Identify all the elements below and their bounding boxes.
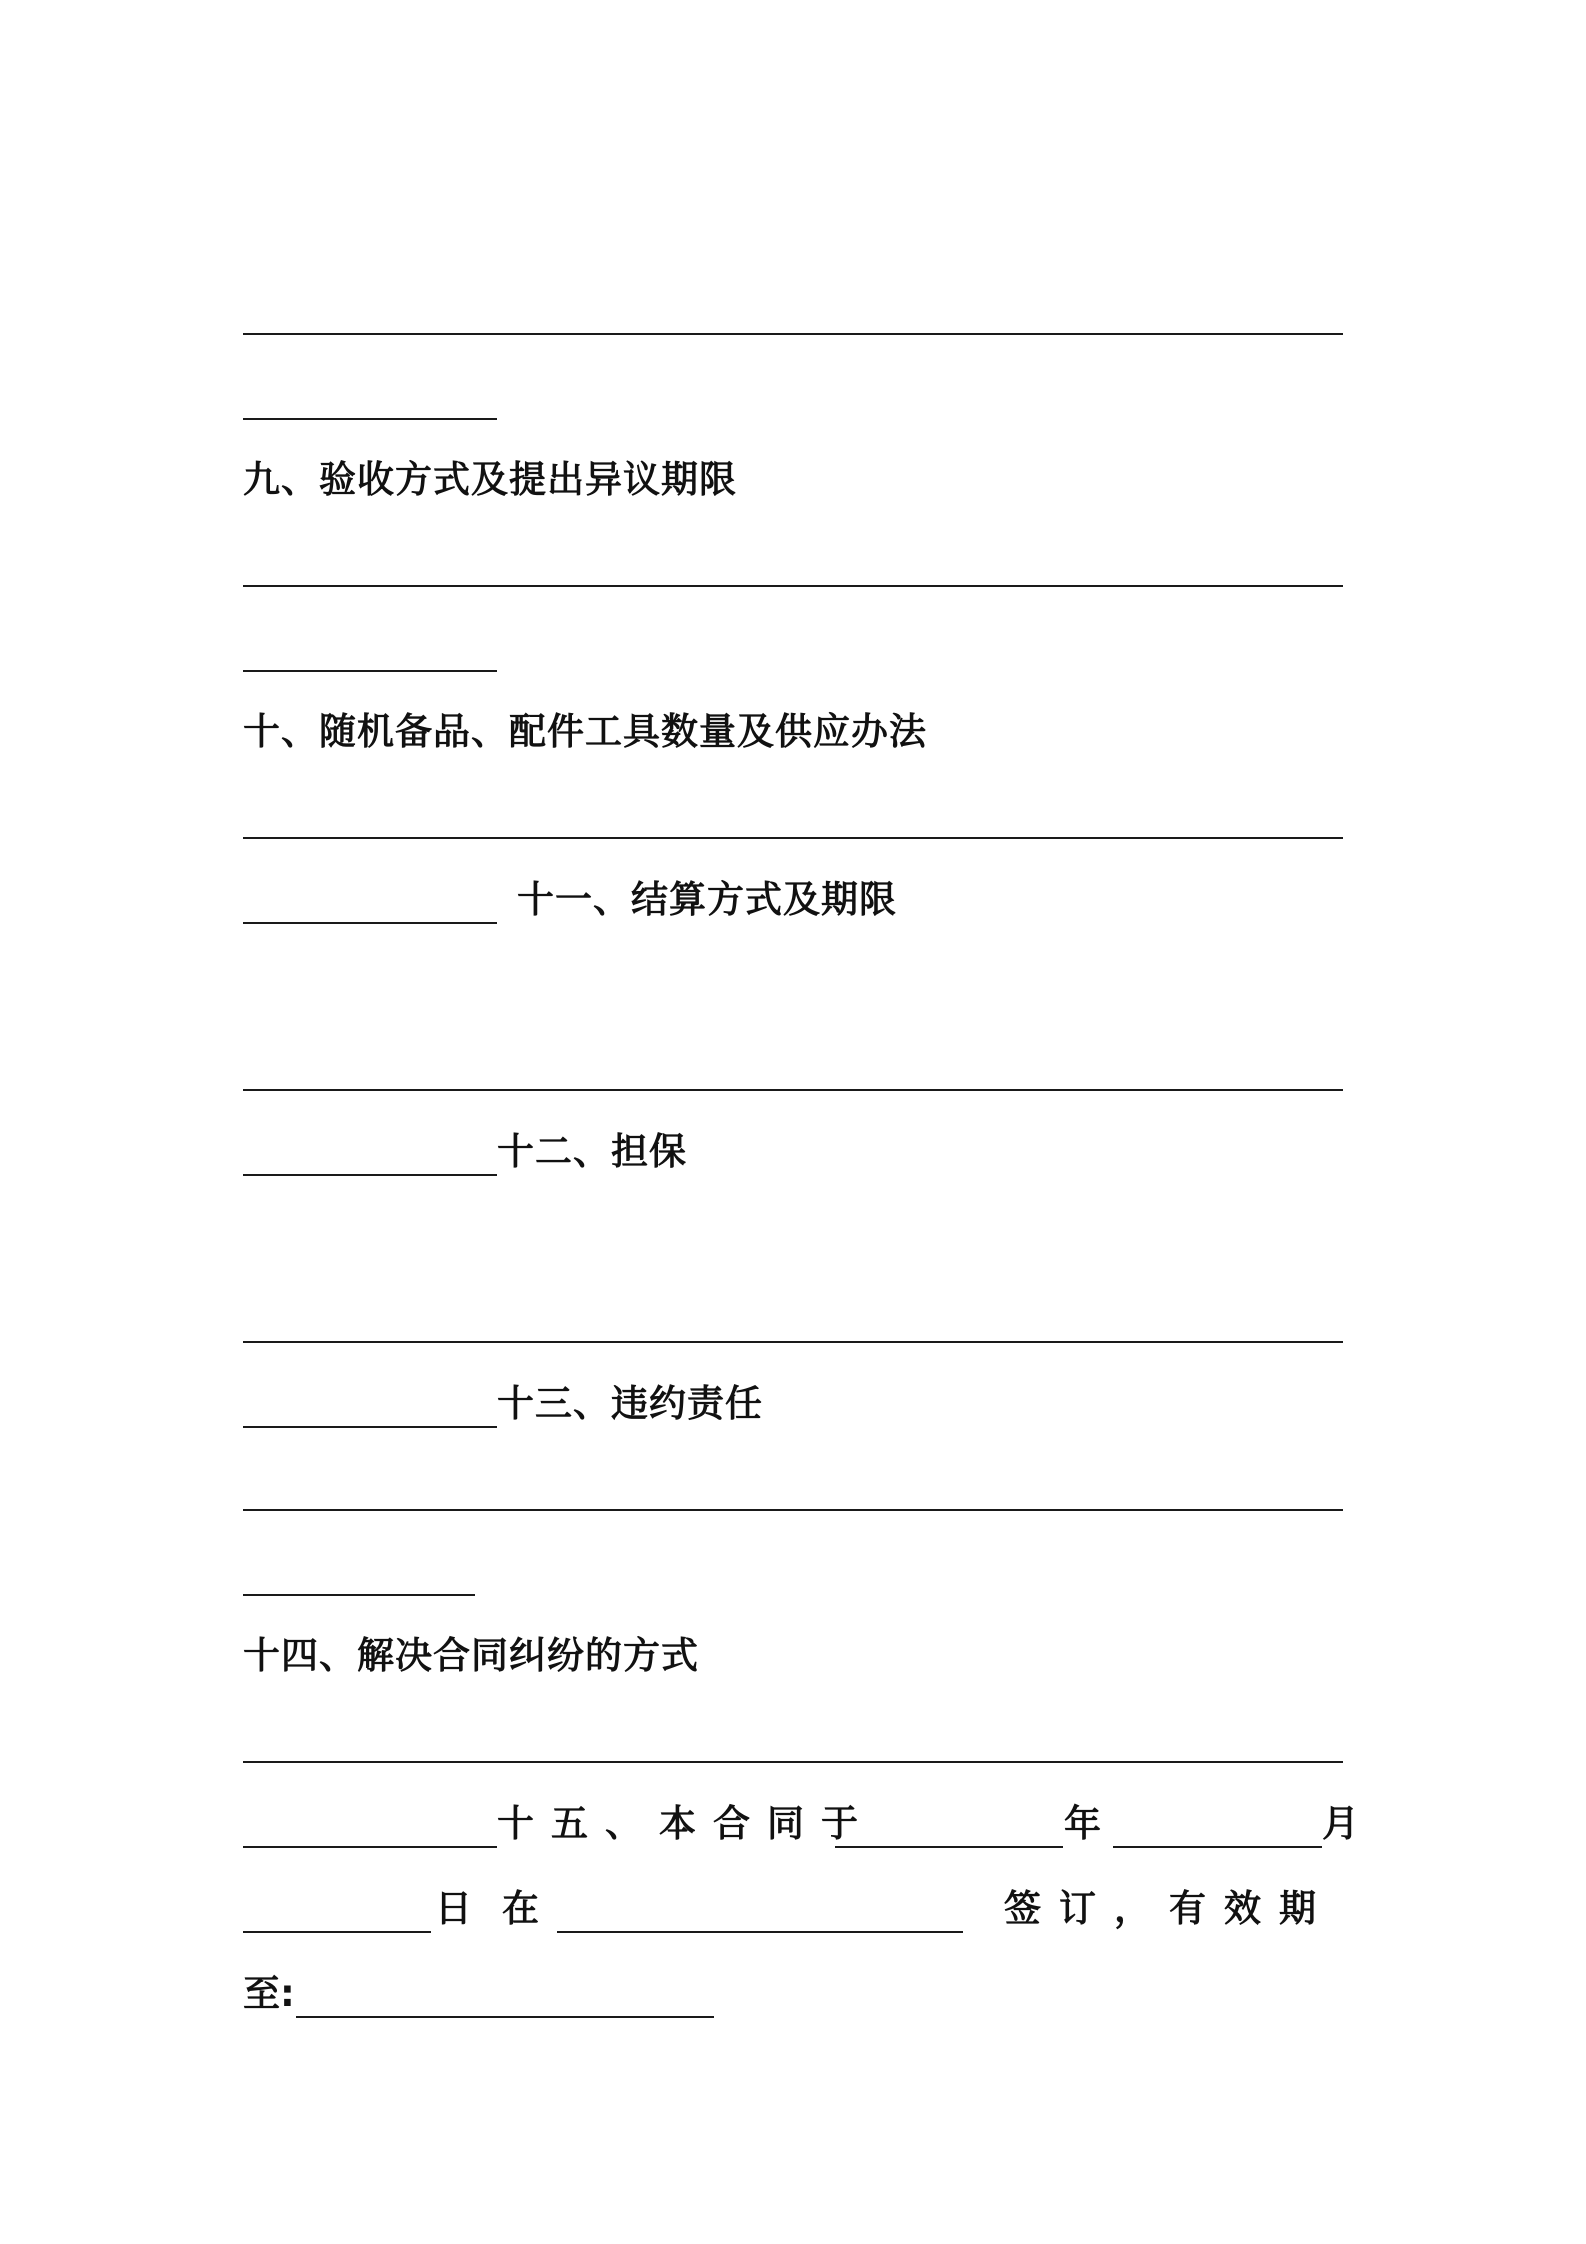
until-label: 至: xyxy=(243,1972,295,2015)
blank-line xyxy=(243,1594,475,1596)
blank-line xyxy=(243,922,497,924)
section-14-heading: 十四、解决合同纠纷的方式 xyxy=(243,1634,699,1677)
blank-line xyxy=(243,1174,497,1176)
section-11-heading: 十一、结算方式及期限 xyxy=(517,878,897,921)
signed-valid-label: 签订，有效期 xyxy=(1004,1887,1334,1930)
blank-line xyxy=(243,1089,1343,1091)
section-15-heading: 十五、本合同于 xyxy=(497,1802,875,1845)
blank-line xyxy=(243,1846,497,1848)
year-label: 年 xyxy=(1064,1802,1101,1845)
blank-line xyxy=(243,333,1343,335)
blank-line xyxy=(243,1761,1343,1763)
section-10-heading: 十、随机备品、配件工具数量及供应办法 xyxy=(243,710,927,753)
blank-line xyxy=(243,1341,1343,1343)
section-12-heading: 十二、担保 xyxy=(497,1130,687,1173)
section-13-heading: 十三、违约责任 xyxy=(497,1382,763,1425)
blank-line xyxy=(243,585,1343,587)
blank-line xyxy=(243,670,497,672)
blank-line xyxy=(243,418,497,420)
day-at-label: 日在 xyxy=(435,1887,569,1930)
place-blank xyxy=(557,1931,963,1933)
month-blank xyxy=(1113,1846,1322,1848)
month-label: 月 xyxy=(1322,1802,1359,1845)
section-9-heading: 九、验收方式及提出异议期限 xyxy=(243,458,737,501)
blank-line xyxy=(243,1426,497,1428)
year-blank xyxy=(835,1846,1063,1848)
day-blank xyxy=(243,1931,431,1933)
blank-line xyxy=(243,837,1343,839)
blank-line xyxy=(243,1509,1343,1511)
expiry-blank xyxy=(296,2016,714,2018)
